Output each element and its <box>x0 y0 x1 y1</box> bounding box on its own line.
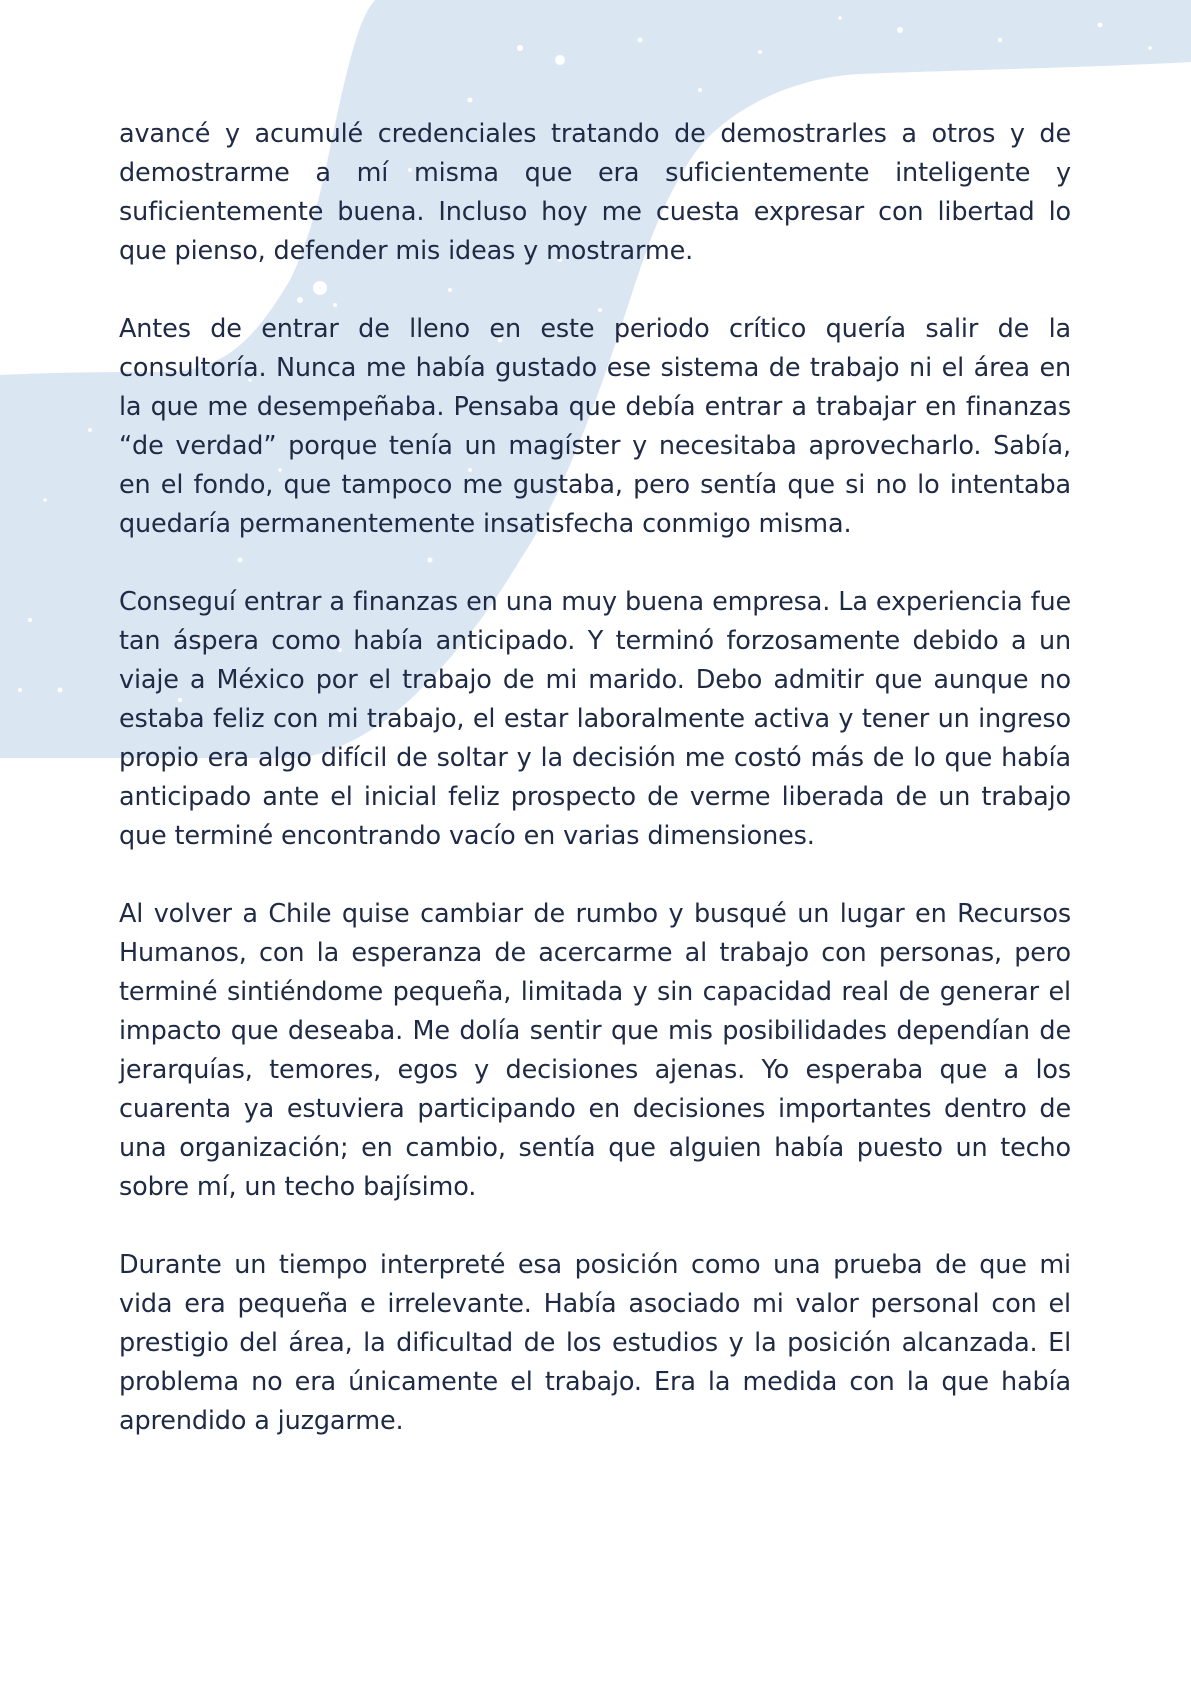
paragraph-2: Antes de entrar de lleno en este periodo crítico quería salir de la consultoría. Nunca me había gustado ese sistema de trabajo ni el área en la que me desempeñaba. Pensaba que debía entrar a trabajar en finanzas “de verdad” porque tenía un magíster y necesitaba aprovecharlo. Sabía, en el fondo, que tampoco me gustaba, pero sentía que si no lo intentaba quedaría permanentemente insatisfecha conmigo misma. <box>119 314 1071 539</box>
paragraph-5: Durante un tiempo interpreté esa posición como una prueba de que mi vida era pequeña e irrelevante. Había asociado mi valor personal con el prestigio del área, la dificultad de los estudios y la posición alcanzada. El problema no era únicamente el trabajo. Era la medida con la que había aprendido a juzgarme. <box>119 1250 1071 1436</box>
paragraph-3: Conseguí entrar a finanzas en una muy buena empresa. La experiencia fue tan áspera como había anticipado. Y terminó forzosamente debido a un viaje a México por el trabajo de mi marido. Debo admitir que aunque no estaba feliz con mi trabajo, el estar laboralmente activa y tener un ingreso propio era algo difícil de soltar y la decisión me costó más de lo que había anticipado ante el inicial feliz prospecto de verme liberada de un trabajo que terminé encontrando vacío en varias dimensiones. <box>119 587 1071 851</box>
document-body <box>119 115 1071 1480</box>
paragraph-4: Al volver a Chile quise cambiar de rumbo y busqué un lugar en Recursos Humanos, con la esperanza de acercarme al trabajo con personas, pero terminé sintiéndome pequeña, limitada y sin capacidad real de generar el impacto que deseaba. Me dolía sentir que mis posibilidades dependían de jerarquías, temores, egos y decisiones ajenas. Yo esperaba que a los cuarenta ya estuviera participando en decisiones importantes dentro de una organización; en cambio, sentía que alguien había puesto un techo sobre mí, un techo bajísimo. <box>119 899 1071 1202</box>
paragraph-1: avancé y acumulé credenciales tratando de demostrarles a otros y de demostrarme a mí misma que era suficientemente inteligente y suficientemente buena. Incluso hoy me cuesta expresar con libertad lo que pienso, defender mis ideas y mostrarme. <box>119 119 1071 266</box>
